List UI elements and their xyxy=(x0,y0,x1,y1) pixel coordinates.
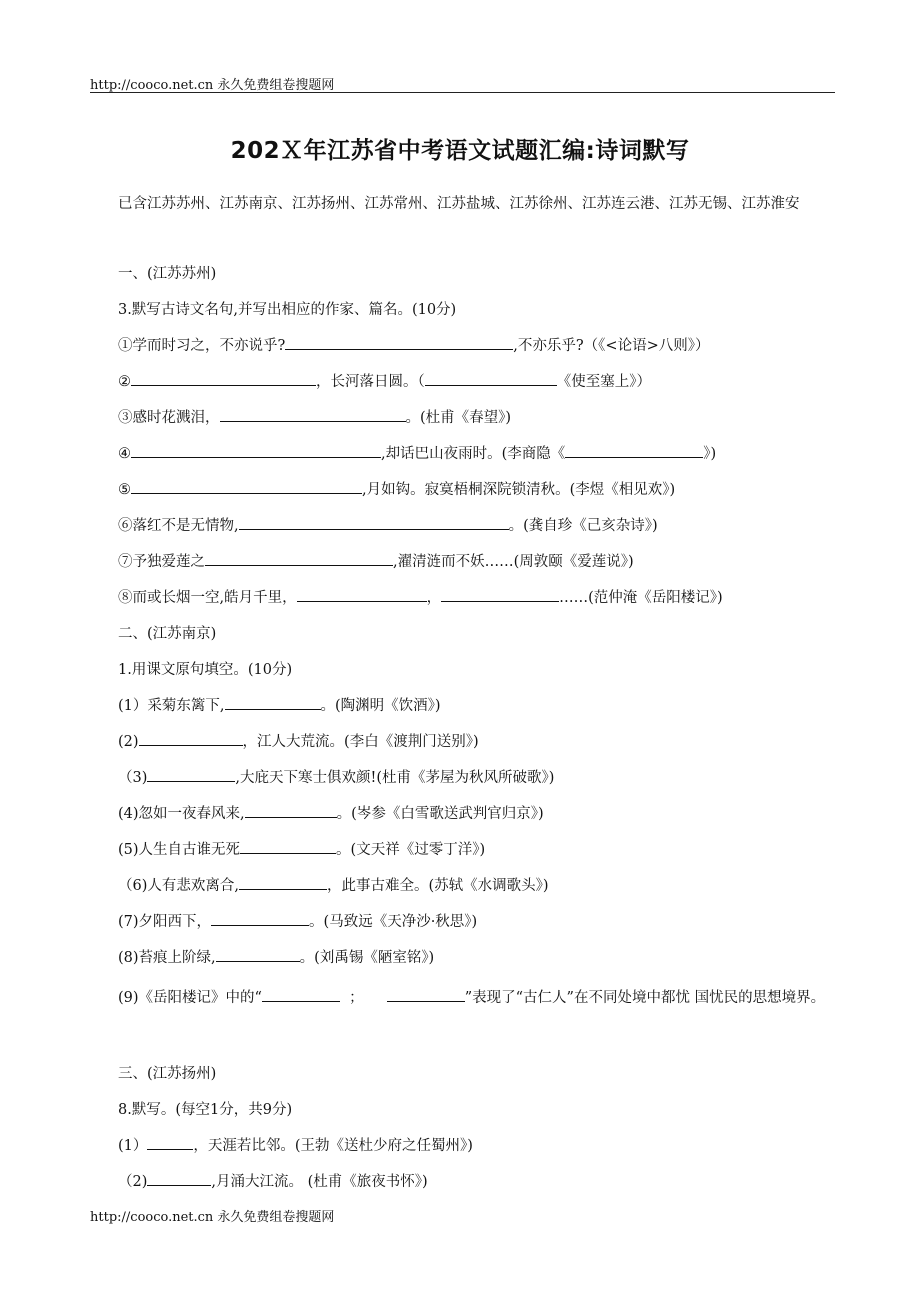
answer-blank[interactable] xyxy=(211,911,309,926)
answer-blank[interactable] xyxy=(239,515,509,530)
item-text: 。(岑参《白雪歌送武判官归京》) xyxy=(336,806,544,822)
answer-blank[interactable] xyxy=(220,407,406,422)
item-text: ,不亦乐乎?（《<论语>八则》） xyxy=(513,338,710,354)
item-text: ⑤ xyxy=(118,482,131,498)
item-text: 。(马致远《天净沙·秋思》) xyxy=(309,914,478,930)
item-text: ,濯清涟而不妖……(周敦颐《爱莲说》) xyxy=(393,554,634,570)
item-text: （2) xyxy=(118,1174,148,1190)
blank-item xyxy=(118,838,485,859)
item-text: ② xyxy=(118,374,131,390)
item-text: ，长河落日圆。（ xyxy=(316,374,425,390)
blank-item xyxy=(118,550,634,571)
answer-blank[interactable] xyxy=(131,479,362,494)
page-title: 202Ｘ年江苏省中考语文试题汇编:诗词默写 xyxy=(230,138,690,164)
item-text: 》) xyxy=(703,446,717,462)
item-text: 。(龚自珍《己亥杂诗》) xyxy=(508,518,658,534)
blank-item xyxy=(118,802,544,823)
answer-blank[interactable] xyxy=(139,731,243,746)
item-text: ⑧而或长烟一空,皓月千里， xyxy=(118,590,297,606)
answer-blank[interactable] xyxy=(297,587,427,602)
blank-item xyxy=(118,478,675,499)
item-text: ， xyxy=(426,590,442,606)
item-text: ⑦予独爱莲之 xyxy=(118,554,205,570)
answer-blank[interactable] xyxy=(147,1135,193,1150)
item-text: ，此事古难全。(苏轼《水调歌头》) xyxy=(327,878,549,894)
answer-blank[interactable] xyxy=(262,987,340,1002)
answer-blank[interactable] xyxy=(225,695,321,710)
question-prompt: 3.默写古诗文名句,并写出相应的作家、篇名。(10分) xyxy=(118,302,457,318)
item-text: ⑥落红不是无情物, xyxy=(118,518,239,534)
blank-item xyxy=(118,946,434,967)
header-divider xyxy=(90,92,835,93)
item-text: (5)人生自古谁无死 xyxy=(118,842,241,858)
item-text: ，江人大荒流。(李白《渡荆门送别》) xyxy=(242,734,479,750)
answer-blank[interactable] xyxy=(147,1171,211,1186)
item-text: (1）采菊东篱下, xyxy=(118,698,225,714)
item-text: ,大庇天下寒士俱欢颜!(杜甫《茅屋为秋风所破歌》) xyxy=(235,770,555,786)
blank-item xyxy=(118,766,554,787)
blank-item xyxy=(90,980,835,1016)
answer-blank[interactable] xyxy=(216,947,300,962)
item-text: ，天涯若比邻。(王勃《送杜少府之任蜀州》) xyxy=(193,1138,473,1154)
answer-blank[interactable] xyxy=(240,839,336,854)
item-text: ③感时花溅泪， xyxy=(118,410,220,426)
item-text: ①学而时习之，不亦说乎? xyxy=(118,338,286,354)
answer-blank[interactable] xyxy=(425,371,557,386)
answer-blank[interactable] xyxy=(205,551,393,566)
blank-item xyxy=(118,514,658,535)
item-text: ,却话巴山夜雨时。(李商隐《 xyxy=(381,446,566,462)
answer-blank[interactable] xyxy=(387,987,465,1002)
item-text: (9)《岳阳楼记》中的“ xyxy=(118,990,262,1006)
blank-item xyxy=(118,334,709,355)
item-text: (2) xyxy=(118,734,139,750)
item-text: 《使至塞上》） xyxy=(556,374,651,390)
blank-item xyxy=(118,910,477,931)
blank-item xyxy=(118,1134,473,1155)
answer-blank[interactable] xyxy=(285,335,513,350)
item-text: ,月如钩。寂寞梧桐深院锁清秋。(李煜《相见欢》) xyxy=(362,482,676,498)
item-text: ,月涌大江流。 (杜甫《旅夜书怀》) xyxy=(211,1174,428,1190)
item-text: ”表现了“古仁人”在不同处境中都忧 国忧民的思想境界。 xyxy=(464,990,826,1006)
blank-item xyxy=(118,694,441,715)
answer-blank[interactable] xyxy=(565,443,703,458)
item-text: 。(杜甫《春望》) xyxy=(405,410,512,426)
section-heading: 二、(江苏南京) xyxy=(118,626,217,642)
item-text: (1） xyxy=(118,1138,148,1154)
item-text: 。(刘禹锡《陋室铭》) xyxy=(299,950,435,966)
question-prompt: 1.用课文原句填空。(10分) xyxy=(118,662,293,678)
intro-paragraph: 已含江苏苏州、江苏南京、江苏扬州、江苏常州、江苏盐城、江苏徐州、江苏连云港、江苏无锡、江苏淮安 xyxy=(118,196,800,212)
section-heading: 一、(江苏苏州) xyxy=(118,266,217,282)
answer-blank[interactable] xyxy=(245,803,337,818)
section-heading: 三、(江苏扬州) xyxy=(118,1066,217,1082)
item-text: 。(陶渊明《饮酒》) xyxy=(320,698,441,714)
item-text: （3) xyxy=(118,770,148,786)
item-text: 。(文天祥《过零丁洋》) xyxy=(336,842,486,858)
answer-blank[interactable] xyxy=(441,587,559,602)
answer-blank[interactable] xyxy=(131,371,316,386)
blank-item xyxy=(118,406,511,427)
blank-item xyxy=(118,586,723,607)
item-text: ④ xyxy=(118,446,131,462)
item-text: （6)人有悲欢离合, xyxy=(118,878,239,894)
answer-blank[interactable] xyxy=(147,767,235,782)
blank-item xyxy=(118,730,479,751)
page-header: http://cooco.net.cn 永久免费组卷搜题网 xyxy=(90,78,335,93)
blank-item xyxy=(118,874,549,895)
answer-blank[interactable] xyxy=(131,443,381,458)
item-text: ……(范仲淹《岳阳楼记》) xyxy=(559,590,723,606)
question-prompt: 8.默写。(每空1分，共9分) xyxy=(118,1102,293,1118)
page-footer: http://cooco.net.cn 永久免费组卷搜题网 xyxy=(90,1210,335,1225)
blank-item xyxy=(118,1170,428,1191)
item-text: ； xyxy=(349,990,364,1006)
item-text: (7)夕阳西下， xyxy=(118,914,212,930)
item-text: (8)苔痕上阶绿, xyxy=(118,950,216,966)
answer-blank[interactable] xyxy=(239,875,327,890)
item-text: (4)忽如一夜春风来, xyxy=(118,806,245,822)
blank-item xyxy=(118,370,651,391)
blank-item xyxy=(118,442,716,463)
